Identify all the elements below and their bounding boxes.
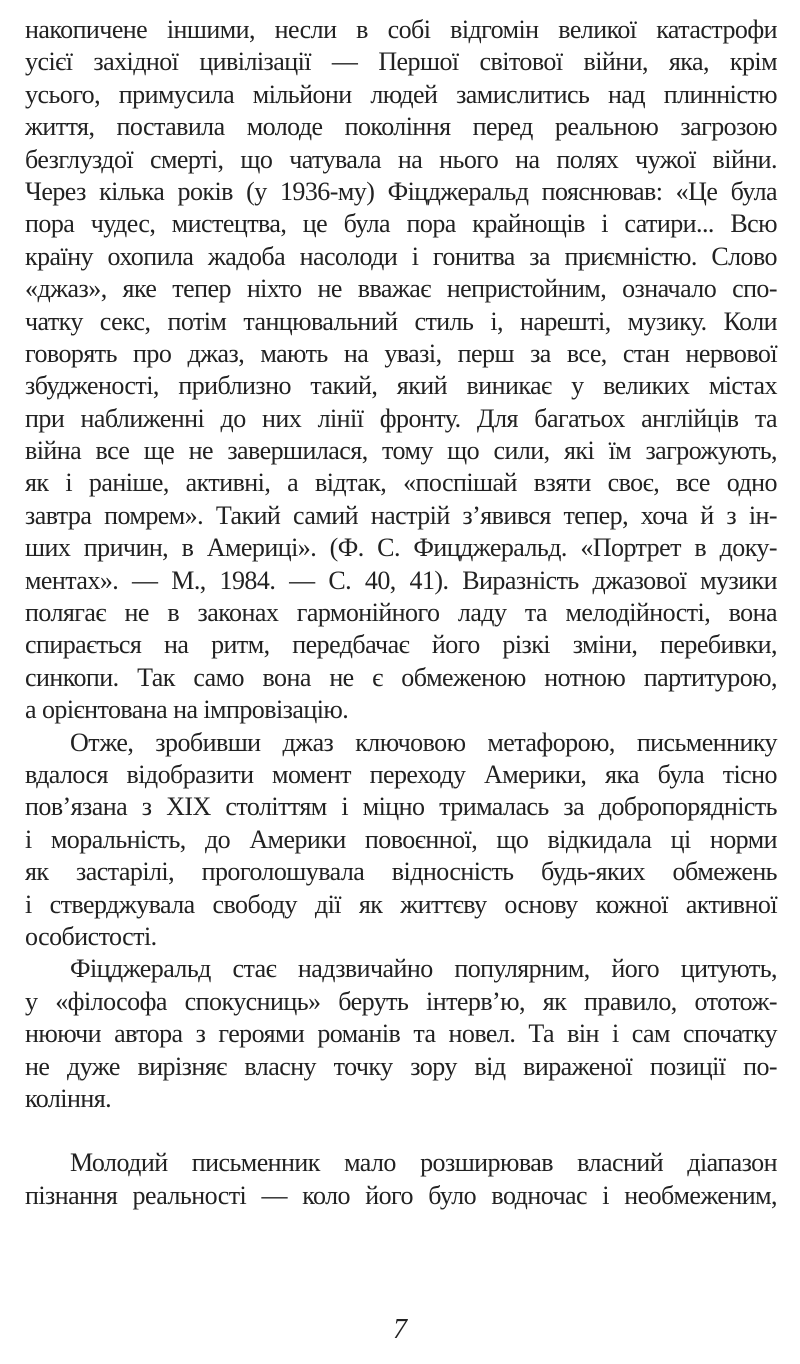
text-line: як застарілі, проголошувала відносність будь-яких обмежень	[25, 857, 777, 887]
text-line: пізнання реальності — коло його було водночас і необмеженим,	[25, 1180, 777, 1210]
page-number: 7	[393, 1314, 407, 1345]
text-line: усього, примусила мільйони людей замислитись над плинністю	[25, 79, 777, 109]
text-line: синкопи. Так само вона не є обмеженою нотною партитурою,	[25, 662, 777, 692]
text-line: Молодий письменник мало розширював власний діапазон	[70, 1148, 777, 1178]
text-line: як і раніше, активні, а відтак, «поспішай взяти своє, все одно	[25, 468, 777, 498]
text-line: пов’язана з XIX століттям і міцно трималась за добропорядність	[25, 792, 777, 822]
text-line: країну охопила жадоба насолоди і гонитва за приємністю. Слово	[25, 241, 777, 271]
text-line: безглуздої смерті, що чатувала на нього на полях чужої війни.	[25, 144, 777, 174]
text-line: а орієнтована на імпровізацію.	[25, 695, 349, 725]
text-line: накопичене іншими, несли в собі відгомін великої катастрофи	[25, 15, 777, 44]
text-line: говорять про джаз, мають на увазі, перш за все, стан нервової	[25, 338, 777, 368]
text-line: усієї західної цивілізації — Першої світової війни, яка, крім	[25, 47, 777, 77]
text-line: життя, поставила молоде покоління перед реальною загрозою	[25, 112, 777, 142]
text-line: Фіцджеральд стає надзвичайно популярним, його цитують,	[70, 954, 777, 984]
text-line: чатку секс, потім танцювальний стиль і, нарешті, музику. Коли	[25, 306, 777, 336]
text-line: ментах». — М., 1984. — С. 40, 41). Виразність джазової музики	[25, 565, 777, 595]
text-line: ших причин, в Америці». (Ф. С. Фицджеральд. «Портрет в доку-	[25, 533, 777, 563]
paragraph-2	[25, 727, 777, 954]
paragraph-3	[25, 953, 777, 1115]
text-line: «джаз», яке тепер ніхто не вважає непристойним, означало спо-	[25, 274, 777, 304]
text-line: полягає не в законах гармонійного ладу та мелодійності, вона	[25, 598, 777, 628]
text-line: і стверджувала свободу дії як життєву основу кожної активної	[25, 889, 777, 919]
text-line: завтра помрем». Такий самий настрій з’явився тепер, хоча й з ін-	[25, 500, 777, 530]
text-line: війна все ще не завершилася, тому що сили, які їм загрожують,	[25, 436, 777, 466]
text-line: збудженості, приблизно такий, який виникає у великих містах	[25, 371, 777, 401]
document-page	[25, 14, 777, 1212]
text-line: особистості.	[25, 921, 157, 951]
text-line: не дуже вирізняє власну точку зору від вираженої позиції по-	[25, 1051, 777, 1081]
text-line: при наближенні до них лінії фронту. Для багатьох англійців та	[25, 403, 777, 433]
text-line: Отже, зробивши джаз ключовою метафорою, письменнику	[70, 727, 777, 757]
text-line: у «філософа спокусниць» беруть інтерв’ю, як правило, ототож-	[25, 986, 777, 1016]
text-line: нюючи автора з героями романів та новел. Та він і сам спочатку	[25, 1019, 777, 1049]
text-line: Через кілька років (у 1936-му) Фіцджеральд пояснював: «Це була	[25, 176, 777, 206]
text-line: і моральність, до Америки повоєнної, що відкидала ці норми	[25, 824, 777, 854]
text-line: спирається на ритм, передбачає його різкі зміни, перебивки,	[25, 630, 777, 660]
paragraph-4	[25, 1147, 777, 1212]
section-gap	[25, 1115, 777, 1147]
text-line: вдалося відобразити момент переходу Америки, яка була тісно	[25, 759, 777, 789]
text-line: пора чудес, мистецтва, це була пора крайнощів і сатири... Всю	[25, 209, 777, 239]
text-line: коління.	[25, 1083, 112, 1113]
paragraph-1	[25, 14, 777, 727]
